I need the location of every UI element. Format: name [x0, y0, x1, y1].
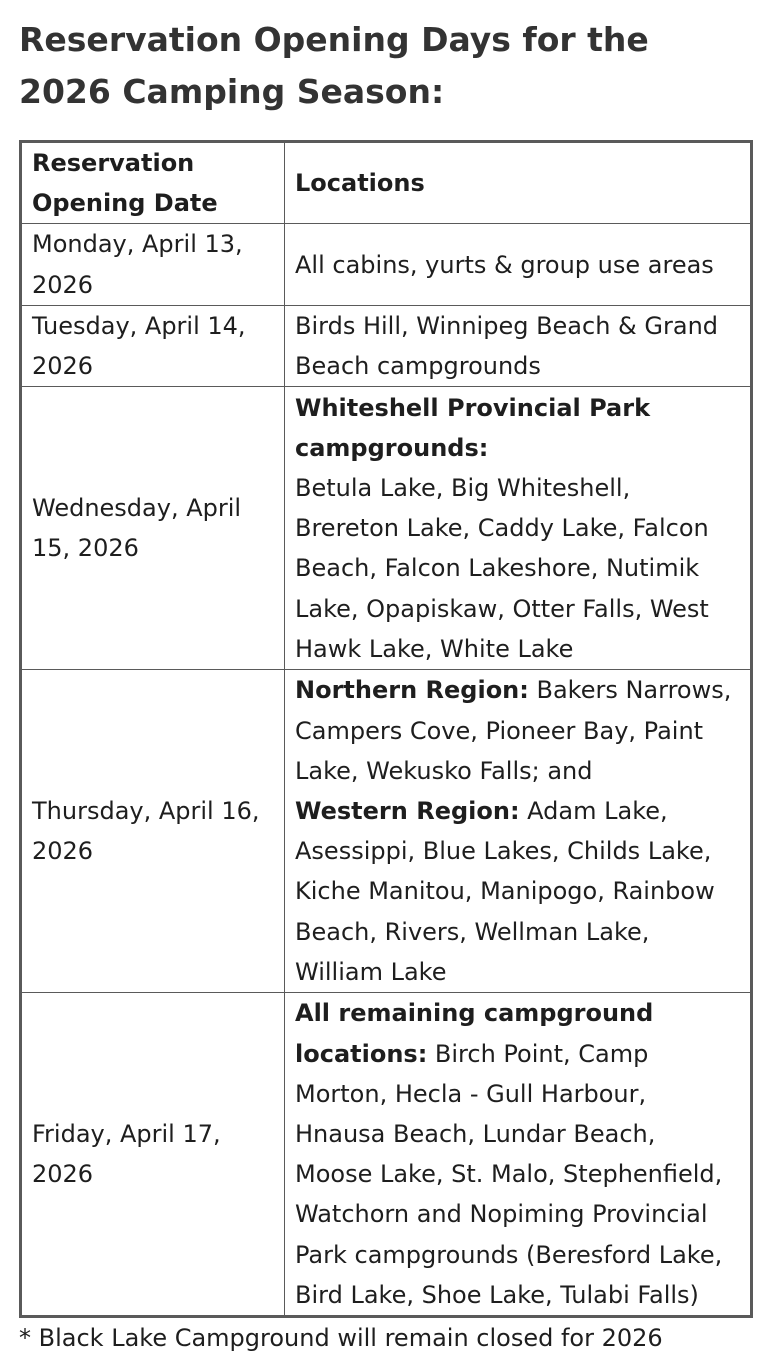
header-locations: Locations [285, 142, 752, 224]
page [19, 0, 750, 1358]
location-line [295, 388, 740, 468]
table-row [21, 305, 752, 386]
row-date: Thursday, April 16, 2026 [21, 670, 285, 993]
table-row [21, 224, 752, 305]
location-text: All cabins, yurts & group use areas [295, 250, 714, 279]
row-locations [285, 993, 752, 1317]
page-heading: Reservation Opening Days for the 2026 Camping Season: [19, 20, 649, 111]
location-text: Bakers Narrows, Campers Cove, Pioneer Bay, Paint Lake, Wekusko Falls; and [295, 676, 732, 785]
location-text: Birds Hill, Winnipeg Beach & Grand Beach campgrounds [295, 311, 719, 381]
location-line [295, 245, 740, 285]
location-line [295, 306, 740, 386]
reservation-table [19, 140, 753, 1318]
row-date: Wednesday, April 15, 2026 [21, 387, 285, 670]
location-line [295, 670, 740, 791]
row-date: Friday, April 17, 2026 [21, 993, 285, 1317]
row-locations [285, 670, 752, 993]
row-date: Tuesday, April 14, 2026 [21, 305, 285, 386]
location-bold: Whiteshell Provincial Park campgrounds: [295, 393, 651, 462]
location-text: Adam Lake, Asessippi, Blue Lakes, Childs Lake, Kiche Manitou, Manipogo, Rainbow Beach, Rivers, Wellman Lake, William Lake [295, 797, 715, 986]
table-header-row [21, 142, 752, 224]
location-bold: Western Region: [295, 797, 520, 826]
location-line [295, 791, 740, 992]
location-text: Birch Point, Camp Morton, Hecla - Gull Harbour, Hnausa Beach, Lundar Beach, Moose Lake, St. Malo, Stephenfield, Watchorn and Nopiming Provincial Park campgrounds (Beresford Lake, Bird Lake, Shoe Lake, Tulabi Falls) [295, 1039, 723, 1309]
table-row [21, 993, 752, 1317]
header-date: Reservation Opening Date [21, 142, 285, 224]
footnote: * Black Lake Campground will remain closed for 2026 [19, 1324, 663, 1353]
row-locations [285, 305, 752, 386]
location-line [295, 468, 740, 669]
location-bold: All remaining campground locations: [295, 999, 654, 1068]
row-date: Monday, April 13, 2026 [21, 224, 285, 305]
location-bold: Northern Region: [295, 676, 529, 705]
table-row [21, 670, 752, 993]
location-line [295, 993, 740, 1315]
row-locations [285, 224, 752, 305]
table-row [21, 387, 752, 670]
location-text: Betula Lake, Big Whiteshell, Brereton Lake, Caddy Lake, Falcon Beach, Falcon Lakeshore, Nutimik Lake, Opapiskaw, Otter Falls, West Hawk Lake, White Lake [295, 473, 709, 663]
row-locations [285, 387, 752, 670]
